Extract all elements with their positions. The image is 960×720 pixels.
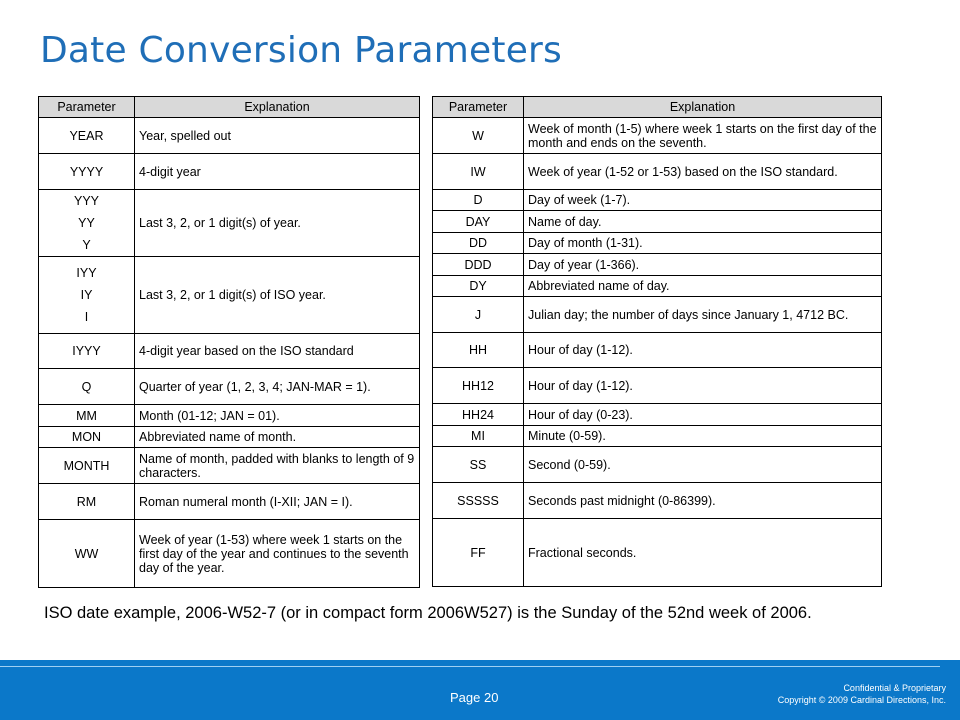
parameter-cell: IW [433,154,524,190]
parameter-cell: D [433,190,524,211]
table-row [39,334,420,369]
table-row [39,484,420,520]
page-number: Page 20 [450,690,499,705]
parameter-cell [39,190,135,257]
explanation-cell: Week of month (1-5) where week 1 starts on the first day of the month and ends on the seventh. [524,118,882,154]
parameter-value: Y [82,238,91,252]
table-row [39,427,420,448]
table-row [433,233,882,254]
explanation-header: Explanation [135,97,420,118]
iso-date-note: ISO date example, 2006-W52-7 (or in compact form 2006W527) is the Sunday of the 52nd week of 2006. [44,604,812,622]
explanation-cell: Hour of day (1-12). [524,333,882,368]
left-parameter-table [38,96,420,588]
parameter-value: YY [78,216,95,230]
parameter-cell: SSSSS [433,483,524,519]
parameter-cell: HH24 [433,404,524,426]
parameter-cell: W [433,118,524,154]
table-row [433,447,882,483]
explanation-cell: Roman numeral month (I-XII; JAN = I). [135,484,420,520]
parameter-cell: YYYY [39,154,135,190]
explanation-cell: Abbreviated name of month. [135,427,420,448]
parameter-cell: FF [433,519,524,587]
explanation-cell: Last 3, 2, or 1 digit(s) of ISO year. [135,257,420,334]
table-row [433,118,882,154]
table-row [433,519,882,587]
parameter-cell: WW [39,520,135,588]
table-row [39,257,420,334]
parameter-header: Parameter [433,97,524,118]
table-row [39,118,420,154]
table-row [433,483,882,519]
slide-title: Date Conversion Parameters [40,30,563,71]
table-row [433,368,882,404]
explanation-cell: Hour of day (0-23). [524,404,882,426]
table-row [433,154,882,190]
parameter-cell: J [433,297,524,333]
parameter-value: I [84,310,89,324]
parameter-value: IYY [76,266,97,280]
table-row [433,426,882,447]
parameter-cell: DDD [433,254,524,276]
parameter-value: IY [80,288,93,302]
explanation-cell: Name of month, padded with blanks to length of 9 characters. [135,448,420,484]
explanation-cell: Abbreviated name of day. [524,276,882,297]
explanation-cell: Day of month (1-31). [524,233,882,254]
table-row [39,369,420,405]
right-parameter-table [432,96,882,587]
table-row [39,448,420,484]
parameter-header: Parameter [39,97,135,118]
parameter-value: YYY [73,194,99,208]
table-row [433,297,882,333]
explanation-cell: Week of year (1-52 or 1-53) based on the ISO standard. [524,154,882,190]
explanation-cell: 4-digit year based on the ISO standard [135,334,420,369]
table-header-row [433,97,882,118]
explanation-header: Explanation [524,97,882,118]
parameter-cell: MM [39,405,135,427]
explanation-cell: Last 3, 2, or 1 digit(s) of year. [135,190,420,257]
table-row [433,276,882,297]
explanation-cell: Day of year (1-366). [524,254,882,276]
table-header-row [39,97,420,118]
parameter-cell: RM [39,484,135,520]
table-row [433,254,882,276]
confidentiality-notice [778,682,946,706]
table-row [433,404,882,426]
parameter-cell: Q [39,369,135,405]
table-row [433,211,882,233]
parameter-cell: SS [433,447,524,483]
explanation-cell: Name of day. [524,211,882,233]
parameter-cell: MON [39,427,135,448]
table-row [39,154,420,190]
parameter-cell: MI [433,426,524,447]
table-row [39,190,420,257]
explanation-cell: Minute (0-59). [524,426,882,447]
explanation-cell: 4-digit year [135,154,420,190]
explanation-cell: Month (01-12; JAN = 01). [135,405,420,427]
footer-bar [0,660,960,720]
parameter-cell: MONTH [39,448,135,484]
parameter-cell: YEAR [39,118,135,154]
confidential-label: Confidential & Proprietary [843,683,946,693]
explanation-cell: Day of week (1-7). [524,190,882,211]
parameter-cell: IYYY [39,334,135,369]
explanation-cell: Second (0-59). [524,447,882,483]
table-row [433,333,882,368]
footer-divider [0,666,940,667]
explanation-cell: Fractional seconds. [524,519,882,587]
parameter-cell [39,257,135,334]
explanation-cell: Seconds past midnight (0-86399). [524,483,882,519]
table-row [433,190,882,211]
explanation-cell: Quarter of year (1, 2, 3, 4; JAN-MAR = 1). [135,369,420,405]
table-row [39,520,420,588]
parameter-cell: HH12 [433,368,524,404]
explanation-cell: Year, spelled out [135,118,420,154]
parameter-cell: DAY [433,211,524,233]
parameter-cell: DY [433,276,524,297]
parameter-cell: DD [433,233,524,254]
copyright-label: Copyright © 2009 Cardinal Directions, Inc. [777,695,946,705]
explanation-cell: Week of year (1-53) where week 1 starts on the first day of the year and continues to the seventh day of the year. [135,520,420,588]
parameter-cell: HH [433,333,524,368]
table-row [39,405,420,427]
explanation-cell: Julian day; the number of days since January 1, 4712 BC. [524,297,882,333]
explanation-cell: Hour of day (1-12). [524,368,882,404]
